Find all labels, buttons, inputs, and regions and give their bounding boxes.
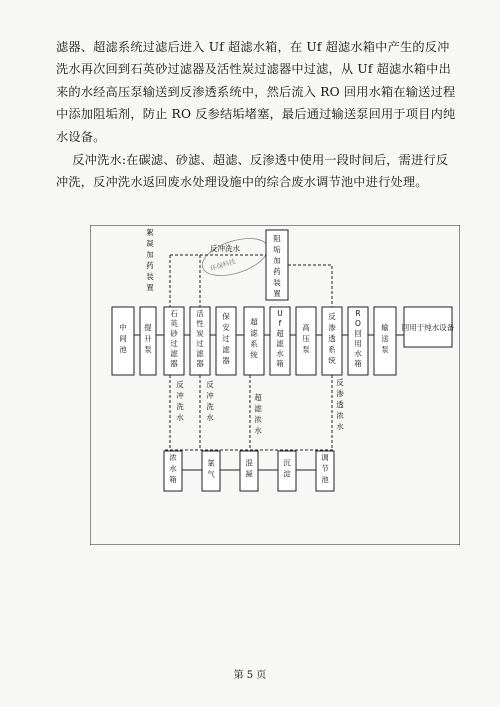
svg-text:过: 过 bbox=[196, 339, 204, 348]
svg-text:超: 超 bbox=[250, 317, 258, 327]
svg-text:环保科技: 环保科技 bbox=[209, 257, 237, 273]
svg-text:回: 回 bbox=[354, 329, 362, 338]
svg-text:英: 英 bbox=[170, 319, 178, 328]
svg-text:压: 压 bbox=[302, 334, 310, 343]
svg-text:砂: 砂 bbox=[170, 329, 178, 338]
svg-text:系: 系 bbox=[250, 339, 258, 349]
label-shusong bbox=[381, 322, 389, 354]
svg-text:器: 器 bbox=[222, 356, 230, 365]
svg-text:氯: 氯 bbox=[207, 458, 215, 468]
label-chunshui: 回用于纯水设备 bbox=[401, 323, 455, 332]
svg-text:间: 间 bbox=[119, 334, 127, 343]
svg-text:过: 过 bbox=[170, 339, 178, 348]
bottom-treatment-row bbox=[164, 451, 334, 491]
svg-text:凝: 凝 bbox=[146, 239, 154, 248]
svg-text:石: 石 bbox=[170, 309, 178, 318]
svg-text:泵: 泵 bbox=[144, 345, 152, 354]
label-fanchongxi-2 bbox=[206, 379, 214, 422]
svg-text:调: 调 bbox=[321, 453, 329, 462]
label-fanshentou bbox=[328, 311, 336, 365]
paragraph-process-description: 滤器、超滤系统过滤后进入 Uf 超滤水箱，在 Uf 超滤水箱中产生的反冲洗水再次回到石英砂过滤器及活性炭过滤器中过滤，从 Uf 超滤水箱中出来的水经高压泵输送到反渗透系统中，然后流入 RO 回用水箱在输送过程中添加阻垢剂，防止 RO 反参结垢堵塞，最后通过输送泵回用于项目内纯水设备。 bbox=[56, 40, 456, 144]
label-fanchongxishui-top: 反冲洗水 bbox=[210, 244, 240, 253]
label-chaolu-nongshui bbox=[254, 392, 262, 435]
svg-text:箱: 箱 bbox=[354, 359, 362, 368]
svg-text:保: 保 bbox=[222, 312, 230, 321]
process-flow-diagram bbox=[90, 225, 460, 545]
label-zhongjianchi bbox=[119, 322, 127, 354]
side-labels bbox=[176, 377, 344, 435]
svg-text:装: 装 bbox=[146, 272, 154, 281]
svg-text:置: 置 bbox=[146, 283, 154, 292]
svg-text:透: 透 bbox=[328, 334, 336, 343]
svg-text:滤: 滤 bbox=[250, 328, 258, 338]
svg-text:冲: 冲 bbox=[176, 391, 184, 400]
seal-stamp bbox=[198, 231, 273, 282]
label-tishengbeng bbox=[144, 322, 152, 354]
svg-text:水: 水 bbox=[206, 413, 214, 422]
svg-text:水: 水 bbox=[169, 464, 177, 473]
svg-text:器: 器 bbox=[196, 359, 204, 368]
svg-text:反: 反 bbox=[336, 378, 344, 387]
svg-text:滤: 滤 bbox=[254, 404, 262, 413]
svg-text:透: 透 bbox=[336, 400, 344, 409]
svg-text:U: U bbox=[277, 309, 283, 318]
svg-text:冲: 冲 bbox=[206, 391, 214, 400]
svg-text:水: 水 bbox=[276, 349, 284, 358]
svg-text:滤: 滤 bbox=[170, 349, 178, 358]
svg-text:气: 气 bbox=[207, 469, 215, 479]
svg-text:垢: 垢 bbox=[273, 245, 281, 254]
svg-text:混: 混 bbox=[245, 458, 253, 468]
svg-text:滤: 滤 bbox=[276, 339, 284, 348]
svg-text:超: 超 bbox=[254, 393, 262, 402]
svg-text:加: 加 bbox=[273, 256, 281, 265]
svg-text:絮: 絮 bbox=[146, 228, 154, 237]
svg-text:浓: 浓 bbox=[336, 411, 344, 420]
svg-text:超: 超 bbox=[276, 329, 284, 338]
svg-text:安: 安 bbox=[222, 323, 230, 332]
svg-text:池: 池 bbox=[321, 475, 329, 484]
svg-text:器: 器 bbox=[170, 359, 178, 368]
svg-text:箱: 箱 bbox=[276, 359, 284, 368]
svg-text:f: f bbox=[278, 319, 282, 328]
svg-text:反: 反 bbox=[328, 312, 336, 321]
svg-text:O: O bbox=[355, 319, 361, 328]
svg-text:系: 系 bbox=[328, 345, 336, 354]
svg-text:淀: 淀 bbox=[283, 469, 291, 479]
svg-text:水: 水 bbox=[354, 349, 362, 358]
svg-text:渗: 渗 bbox=[336, 389, 344, 398]
svg-text:性: 性 bbox=[196, 319, 204, 328]
svg-text:置: 置 bbox=[273, 289, 281, 298]
main-process-row bbox=[112, 307, 455, 375]
svg-text:用: 用 bbox=[354, 339, 362, 348]
label-nongshuixiang bbox=[169, 452, 177, 484]
svg-text:药: 药 bbox=[146, 261, 154, 270]
svg-text:统: 统 bbox=[250, 350, 258, 360]
svg-text:水: 水 bbox=[254, 426, 262, 435]
label-fanshentou-nongshui bbox=[336, 377, 344, 431]
label-gaoya bbox=[302, 322, 310, 354]
svg-text:浓: 浓 bbox=[169, 453, 177, 462]
svg-text:水: 水 bbox=[176, 413, 184, 422]
label-xunning-jiayao bbox=[146, 227, 154, 292]
svg-text:泵: 泵 bbox=[302, 345, 310, 354]
svg-text:节: 节 bbox=[321, 464, 329, 473]
svg-text:装: 装 bbox=[273, 278, 281, 287]
paragraph-backwash-description: 反冲洗水:在碳滤、砂滤、超滤、反渗透中使用一段时间后，需进行反冲洗，反冲洗水返回废水处理设施中的综合废水调节池中进行处理。 bbox=[56, 153, 449, 190]
svg-text:池: 池 bbox=[119, 345, 127, 354]
svg-text:滤: 滤 bbox=[222, 345, 230, 354]
label-fanchongxi-1 bbox=[176, 379, 184, 422]
svg-text:高: 高 bbox=[302, 323, 310, 332]
svg-text:反: 反 bbox=[206, 380, 214, 389]
svg-text:泵: 泵 bbox=[381, 345, 389, 354]
label-tiaojiechi bbox=[321, 453, 329, 484]
svg-text:洗: 洗 bbox=[206, 402, 214, 411]
svg-text:统: 统 bbox=[328, 356, 336, 365]
label-shiyingsha bbox=[170, 309, 178, 368]
svg-text:渗: 渗 bbox=[328, 323, 336, 332]
svg-text:水: 水 bbox=[336, 422, 344, 431]
svg-text:反: 反 bbox=[176, 380, 184, 389]
svg-text:升: 升 bbox=[144, 334, 152, 343]
svg-text:阻: 阻 bbox=[273, 234, 281, 243]
svg-text:洗: 洗 bbox=[176, 402, 184, 411]
svg-text:箱: 箱 bbox=[169, 475, 177, 484]
svg-text:送: 送 bbox=[381, 334, 389, 343]
svg-text:浓: 浓 bbox=[254, 415, 262, 424]
svg-text:提: 提 bbox=[144, 323, 152, 332]
svg-text:输: 输 bbox=[381, 323, 389, 332]
page-number: 第 5 页 bbox=[233, 670, 267, 681]
svg-text:过: 过 bbox=[222, 334, 230, 343]
svg-text:药: 药 bbox=[273, 267, 281, 276]
label-baoan bbox=[222, 312, 230, 365]
svg-text:沉: 沉 bbox=[283, 458, 291, 468]
svg-text:R: R bbox=[355, 309, 361, 318]
svg-text:滤: 滤 bbox=[196, 349, 204, 358]
svg-text:炭: 炭 bbox=[196, 329, 204, 338]
svg-text:加: 加 bbox=[146, 250, 154, 259]
svg-text:凝: 凝 bbox=[245, 469, 253, 479]
svg-text:中: 中 bbox=[119, 323, 127, 332]
svg-text:活: 活 bbox=[196, 309, 204, 318]
